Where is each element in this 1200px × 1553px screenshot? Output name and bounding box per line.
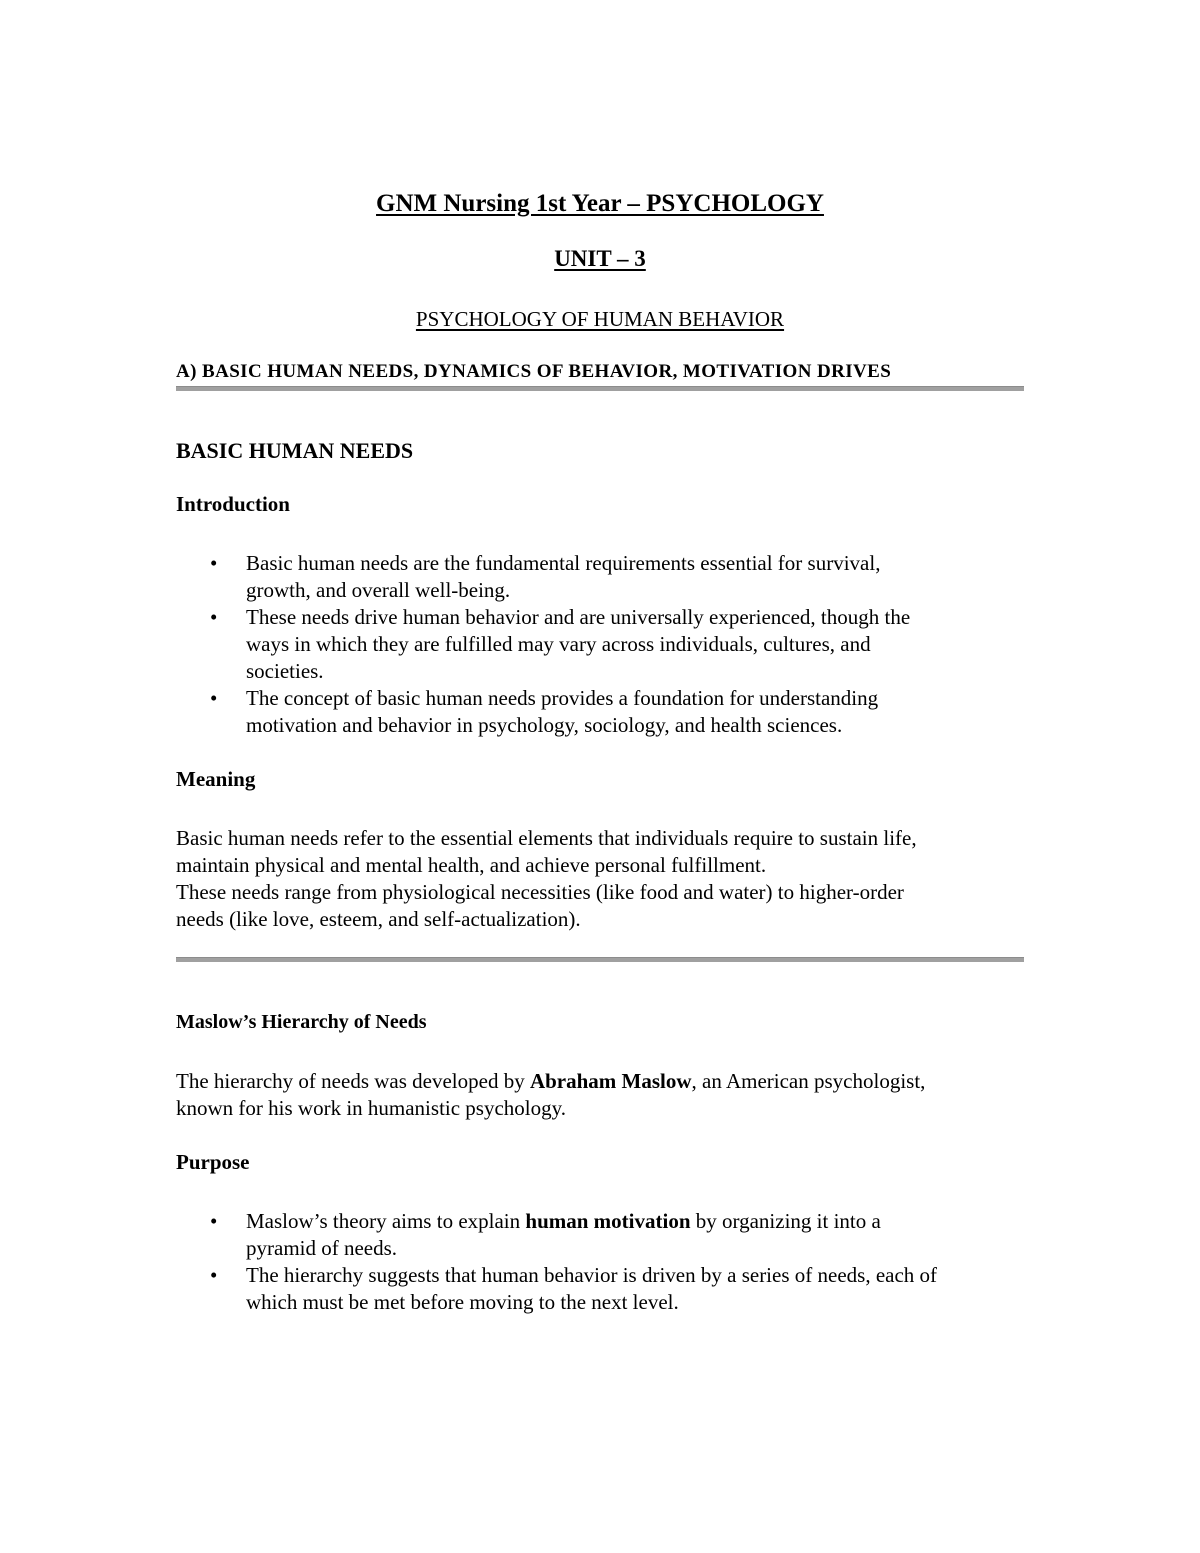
bullet-icon: • (210, 1209, 218, 1233)
paragraph-line: known for his work in humanistic psychology. (176, 1096, 567, 1120)
list-item-line (246, 1208, 1036, 1235)
paragraph-line: needs (like love, esteem, and self-actualization). (176, 907, 581, 931)
text-run: , an American psychologist, (691, 1069, 926, 1093)
bullet-icon: • (210, 686, 218, 710)
section-divider (176, 957, 1024, 962)
list-item (176, 1208, 1036, 1262)
maslow-heading: Maslow’s Hierarchy of Needs (176, 1011, 427, 1033)
list-item-line: These needs drive human behavior and are universally experienced, though the (246, 605, 911, 629)
subject-heading: PSYCHOLOGY OF HUMAN BEHAVIOR (415, 307, 785, 331)
list-item (176, 1262, 1036, 1316)
list-item (176, 550, 1036, 604)
bold-term: human motivation (525, 1209, 691, 1233)
paragraph-line: These needs range from physiological necessities (like food and water) to higher-order (176, 880, 904, 904)
purpose-heading: Purpose (176, 1150, 250, 1174)
list-item-line: motivation and behavior in psychology, sociology, and health sciences. (246, 713, 843, 737)
list-item-line: The concept of basic human needs provides a foundation for understanding (246, 686, 879, 710)
section-divider (176, 386, 1024, 391)
bullet-icon: • (210, 1263, 218, 1287)
list-item-line: ways in which they are fulfilled may vary across individuals, cultures, and (246, 632, 871, 656)
text-run: Maslow’s theory aims to explain (246, 1209, 526, 1233)
introduction-list (176, 550, 1036, 739)
purpose-list (176, 1208, 1036, 1316)
text-run: by organizing it into a (690, 1209, 881, 1233)
paragraph-line: maintain physical and mental health, and achieve personal fulfillment. (176, 853, 767, 877)
document-title: GNM Nursing 1st Year – PSYCHOLOGY (376, 190, 824, 217)
list-item-line: pyramid of needs. (246, 1236, 398, 1260)
bullet-icon: • (210, 551, 218, 575)
list-item-line: which must be met before moving to the next level. (246, 1290, 679, 1314)
list-item (176, 685, 1036, 739)
list-item-line: Basic human needs are the fundamental requirements essential for survival, (246, 551, 881, 575)
basic-needs-heading: BASIC HUMAN NEEDS (176, 438, 414, 463)
introduction-heading: Introduction (176, 492, 290, 516)
bullet-icon: • (210, 605, 218, 629)
unit-heading: UNIT – 3 (554, 246, 646, 271)
text-run: The hierarchy of needs was developed by (176, 1069, 530, 1093)
list-item (176, 604, 1036, 685)
paragraph-line (176, 1068, 1036, 1095)
meaning-paragraph (176, 825, 1036, 933)
section-heading: A) BASIC HUMAN NEEDS, DYNAMICS OF BEHAVIOR, MOTIVATION DRIVES (176, 361, 892, 382)
meaning-heading: Meaning (176, 767, 256, 791)
list-item-line: growth, and overall well-being. (246, 578, 511, 602)
list-item-line: The hierarchy suggests that human behavior is driven by a series of needs, each of (246, 1263, 938, 1287)
paragraph-line: Basic human needs refer to the essential elements that individuals require to sustain life, (176, 826, 917, 850)
list-item-line: societies. (246, 659, 324, 683)
maslow-intro-paragraph (176, 1068, 1036, 1122)
bold-name: Abraham Maslow (529, 1069, 692, 1093)
